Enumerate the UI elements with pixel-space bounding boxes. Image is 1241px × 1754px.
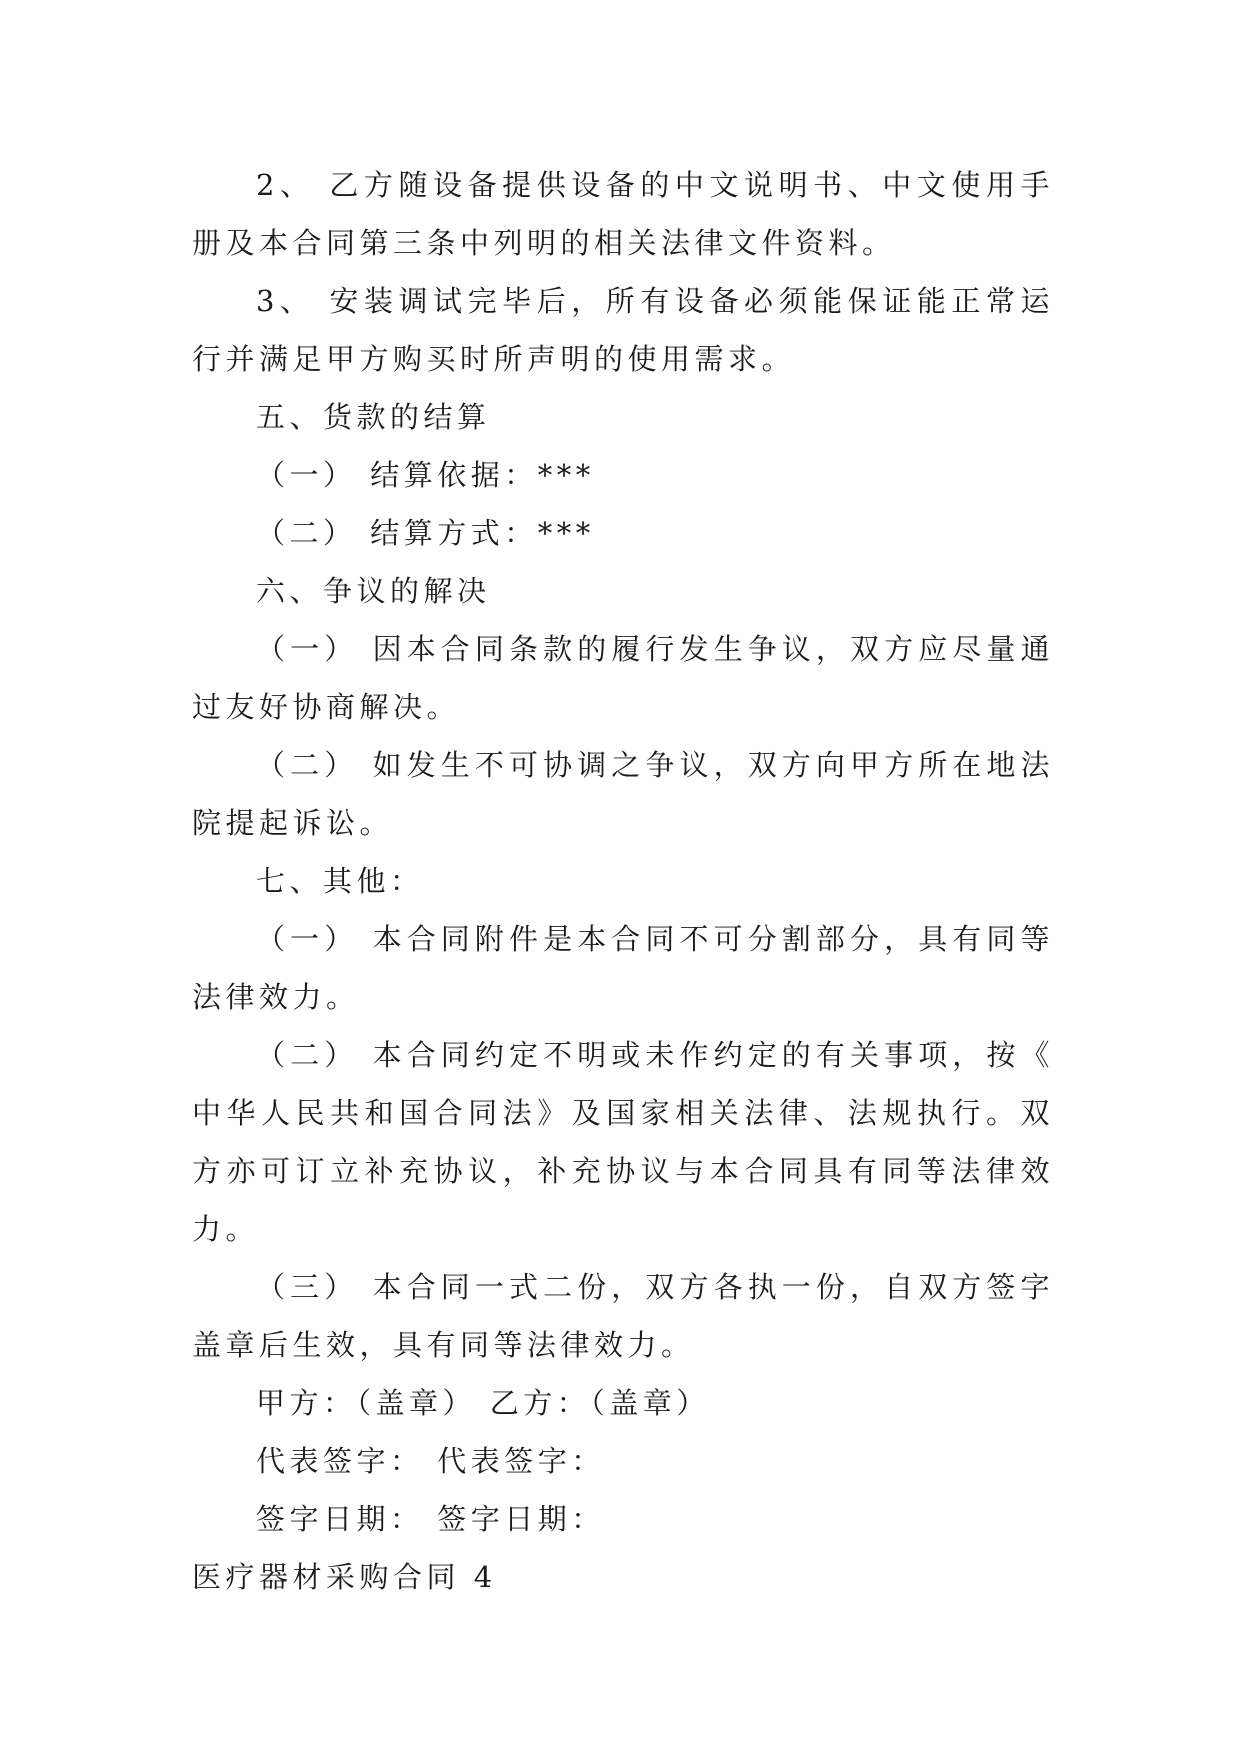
section-7-heading: 七、其他： xyxy=(256,864,424,898)
section-5-heading: 五、货款的结算 xyxy=(256,400,491,434)
other-clause-2: （二） 本合同约定不明或未作约定的有关事项，按《 中华人民共和国合同法》及国家相关法律、法规执行。双方亦可订立补充协议，补充协议与本合同具有同等法律效力。 xyxy=(192,1038,1054,1246)
dispute-clause-2: （二） 如发生不可协调之争议，双方向甲方所在地法院提起诉讼。 xyxy=(192,748,1054,840)
clause-3-paragraph: 3、 安装调试完毕后，所有设备必须能保证能正常运行并满足甲方购买时所声明的使用需求。 xyxy=(192,284,1054,376)
other-clause-1: （一） 本合同附件是本合同不可分割部分，具有同等法律效力。 xyxy=(192,922,1054,1014)
settlement-basis: （一） 结算依据：*** xyxy=(256,458,595,492)
clause-2-paragraph: 2、 乙方随设备提供设备的中文说明书、中文使用手册及本合同第三条中列明的相关法律文件资料。 xyxy=(192,168,1054,260)
document-body xyxy=(192,156,1054,1606)
dispute-clause-1: （一） 因本合同条款的履行发生争议，双方应尽量通过友好协商解决。 xyxy=(192,632,1054,724)
section-6-heading: 六、争议的解决 xyxy=(256,574,491,608)
representative-signature-line: 代表签字： 代表签字： xyxy=(256,1444,605,1478)
other-clause-3: （三） 本合同一式二份，双方各执一份，自双方签字盖章后生效，具有同等法律效力。 xyxy=(192,1270,1054,1362)
settlement-method: （二） 结算方式：*** xyxy=(256,516,595,550)
signature-date-line: 签字日期： 签字日期： xyxy=(256,1502,605,1536)
party-seal-line: 甲方：（盖章） 乙方：（盖章） xyxy=(256,1386,710,1420)
next-contract-title: 医疗器材采购合同 4 xyxy=(192,1560,497,1594)
